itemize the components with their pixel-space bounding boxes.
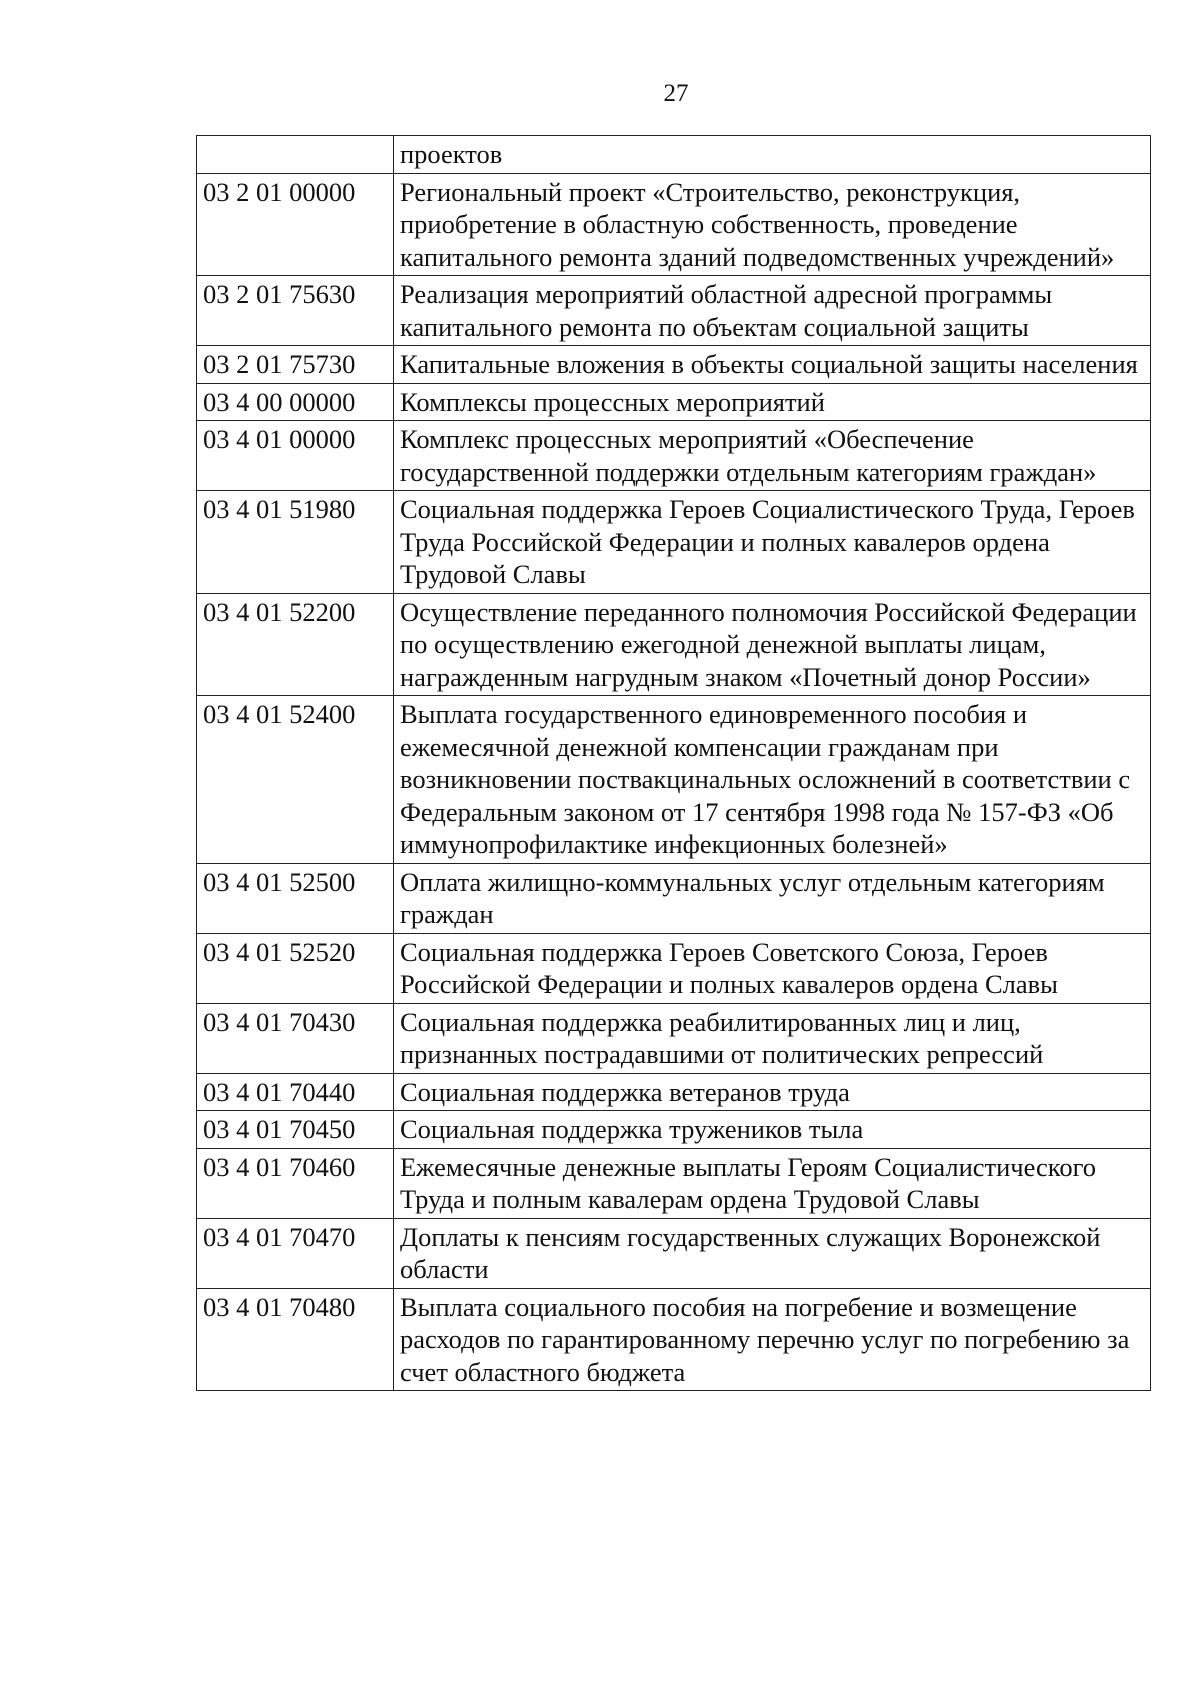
- table-body: [197, 136, 1151, 1391]
- row-code: 03 4 01 52520: [197, 933, 394, 1003]
- table-row: [197, 696, 1151, 864]
- row-code: 03 4 01 52500: [197, 863, 394, 933]
- row-name: Оплата жилищно-коммунальных услуг отдельным категориям граждан: [394, 863, 1151, 933]
- table-row: [197, 1003, 1151, 1073]
- budget-classification-table: [196, 135, 1151, 1391]
- table-row: [197, 863, 1151, 933]
- table-row: [197, 1218, 1151, 1288]
- row-code: 03 2 01 00000: [197, 173, 394, 276]
- table-row: [197, 346, 1151, 384]
- table-row: [197, 1148, 1151, 1218]
- row-name: Социальная поддержка реабилитированных лиц и лиц, признанных пострадавшими от политических репрессий: [394, 1003, 1151, 1073]
- page-number: 27: [663, 80, 689, 107]
- row-code: 03 4 01 00000: [197, 421, 394, 491]
- row-code: 03 4 01 70480: [197, 1288, 394, 1391]
- row-name: Социальная поддержка Героев Социалистического Труда, Героев Труда Российской Федерации и полных кавалеров ордена Трудовой Славы: [394, 491, 1151, 594]
- table-row: [197, 1073, 1151, 1111]
- row-code: 03 2 01 75730: [197, 346, 394, 384]
- row-code: 03 4 01 70440: [197, 1073, 394, 1111]
- row-name: проектов: [394, 136, 1151, 174]
- row-code: 03 4 00 00000: [197, 383, 394, 421]
- row-name: Ежемесячные денежные выплаты Героям Социалистического Труда и полным кавалерам ордена Трудовой Славы: [394, 1148, 1151, 1218]
- table-row: [197, 1288, 1151, 1391]
- table-row: [197, 276, 1151, 346]
- table-row: [197, 136, 1151, 174]
- row-name: Доплаты к пенсиям государственных служащих Воронежской области: [394, 1218, 1151, 1288]
- row-code: 03 4 01 70450: [197, 1111, 394, 1149]
- row-name: Капитальные вложения в объекты социальной защиты населения: [394, 346, 1151, 384]
- row-code: 03 4 01 51980: [197, 491, 394, 594]
- row-name: Выплата государственного единовременного пособия и ежемесячной денежной компенсации гражданам при возникновении поствакцинальных осложнений в соответствии с Федеральным законом от 17 сентября 1998 года № 157-ФЗ «Об иммунопрофилактике инфекционных болезней»: [394, 696, 1151, 864]
- table-row: [197, 421, 1151, 491]
- row-name: Социальная поддержка Героев Советского Союза, Героев Российской Федерации и полных кавалеров ордена Славы: [394, 933, 1151, 1003]
- row-code: 03 2 01 75630: [197, 276, 394, 346]
- row-name: Осуществление переданного полномочия Российской Федерации по осуществлению ежегодной денежной выплаты лицам, награжденным нагрудным знаком «Почетный донор России»: [394, 593, 1151, 696]
- row-code: 03 4 01 52200: [197, 593, 394, 696]
- row-code: [197, 136, 394, 174]
- row-code: 03 4 01 70470: [197, 1218, 394, 1288]
- table-row: [197, 933, 1151, 1003]
- row-name: Выплата социального пособия на погребение и возмещение расходов по гарантированному перечню услуг по погребению за счет областного бюджета: [394, 1288, 1151, 1391]
- row-name: Комплекс процессных мероприятий «Обеспечение государственной поддержки отдельным категориям граждан»: [394, 421, 1151, 491]
- row-name: Комплексы процессных мероприятий: [394, 383, 1151, 421]
- row-code: 03 4 01 70430: [197, 1003, 394, 1073]
- row-name: Социальная поддержка тружеников тыла: [394, 1111, 1151, 1149]
- table-row: [197, 383, 1151, 421]
- table-row: [197, 593, 1151, 696]
- row-name: Реализация мероприятий областной адресной программы капитального ремонта по объектам социальной защиты: [394, 276, 1151, 346]
- table-row: [197, 1111, 1151, 1149]
- table-row: [197, 491, 1151, 594]
- row-code: 03 4 01 70460: [197, 1148, 394, 1218]
- row-code: 03 4 01 52400: [197, 696, 394, 864]
- table-row: [197, 173, 1151, 276]
- row-name: Социальная поддержка ветеранов труда: [394, 1073, 1151, 1111]
- row-name: Региональный проект «Строительство, реконструкция, приобретение в областную собственность, проведение капитального ремонта зданий подведомственных учреждений»: [394, 173, 1151, 276]
